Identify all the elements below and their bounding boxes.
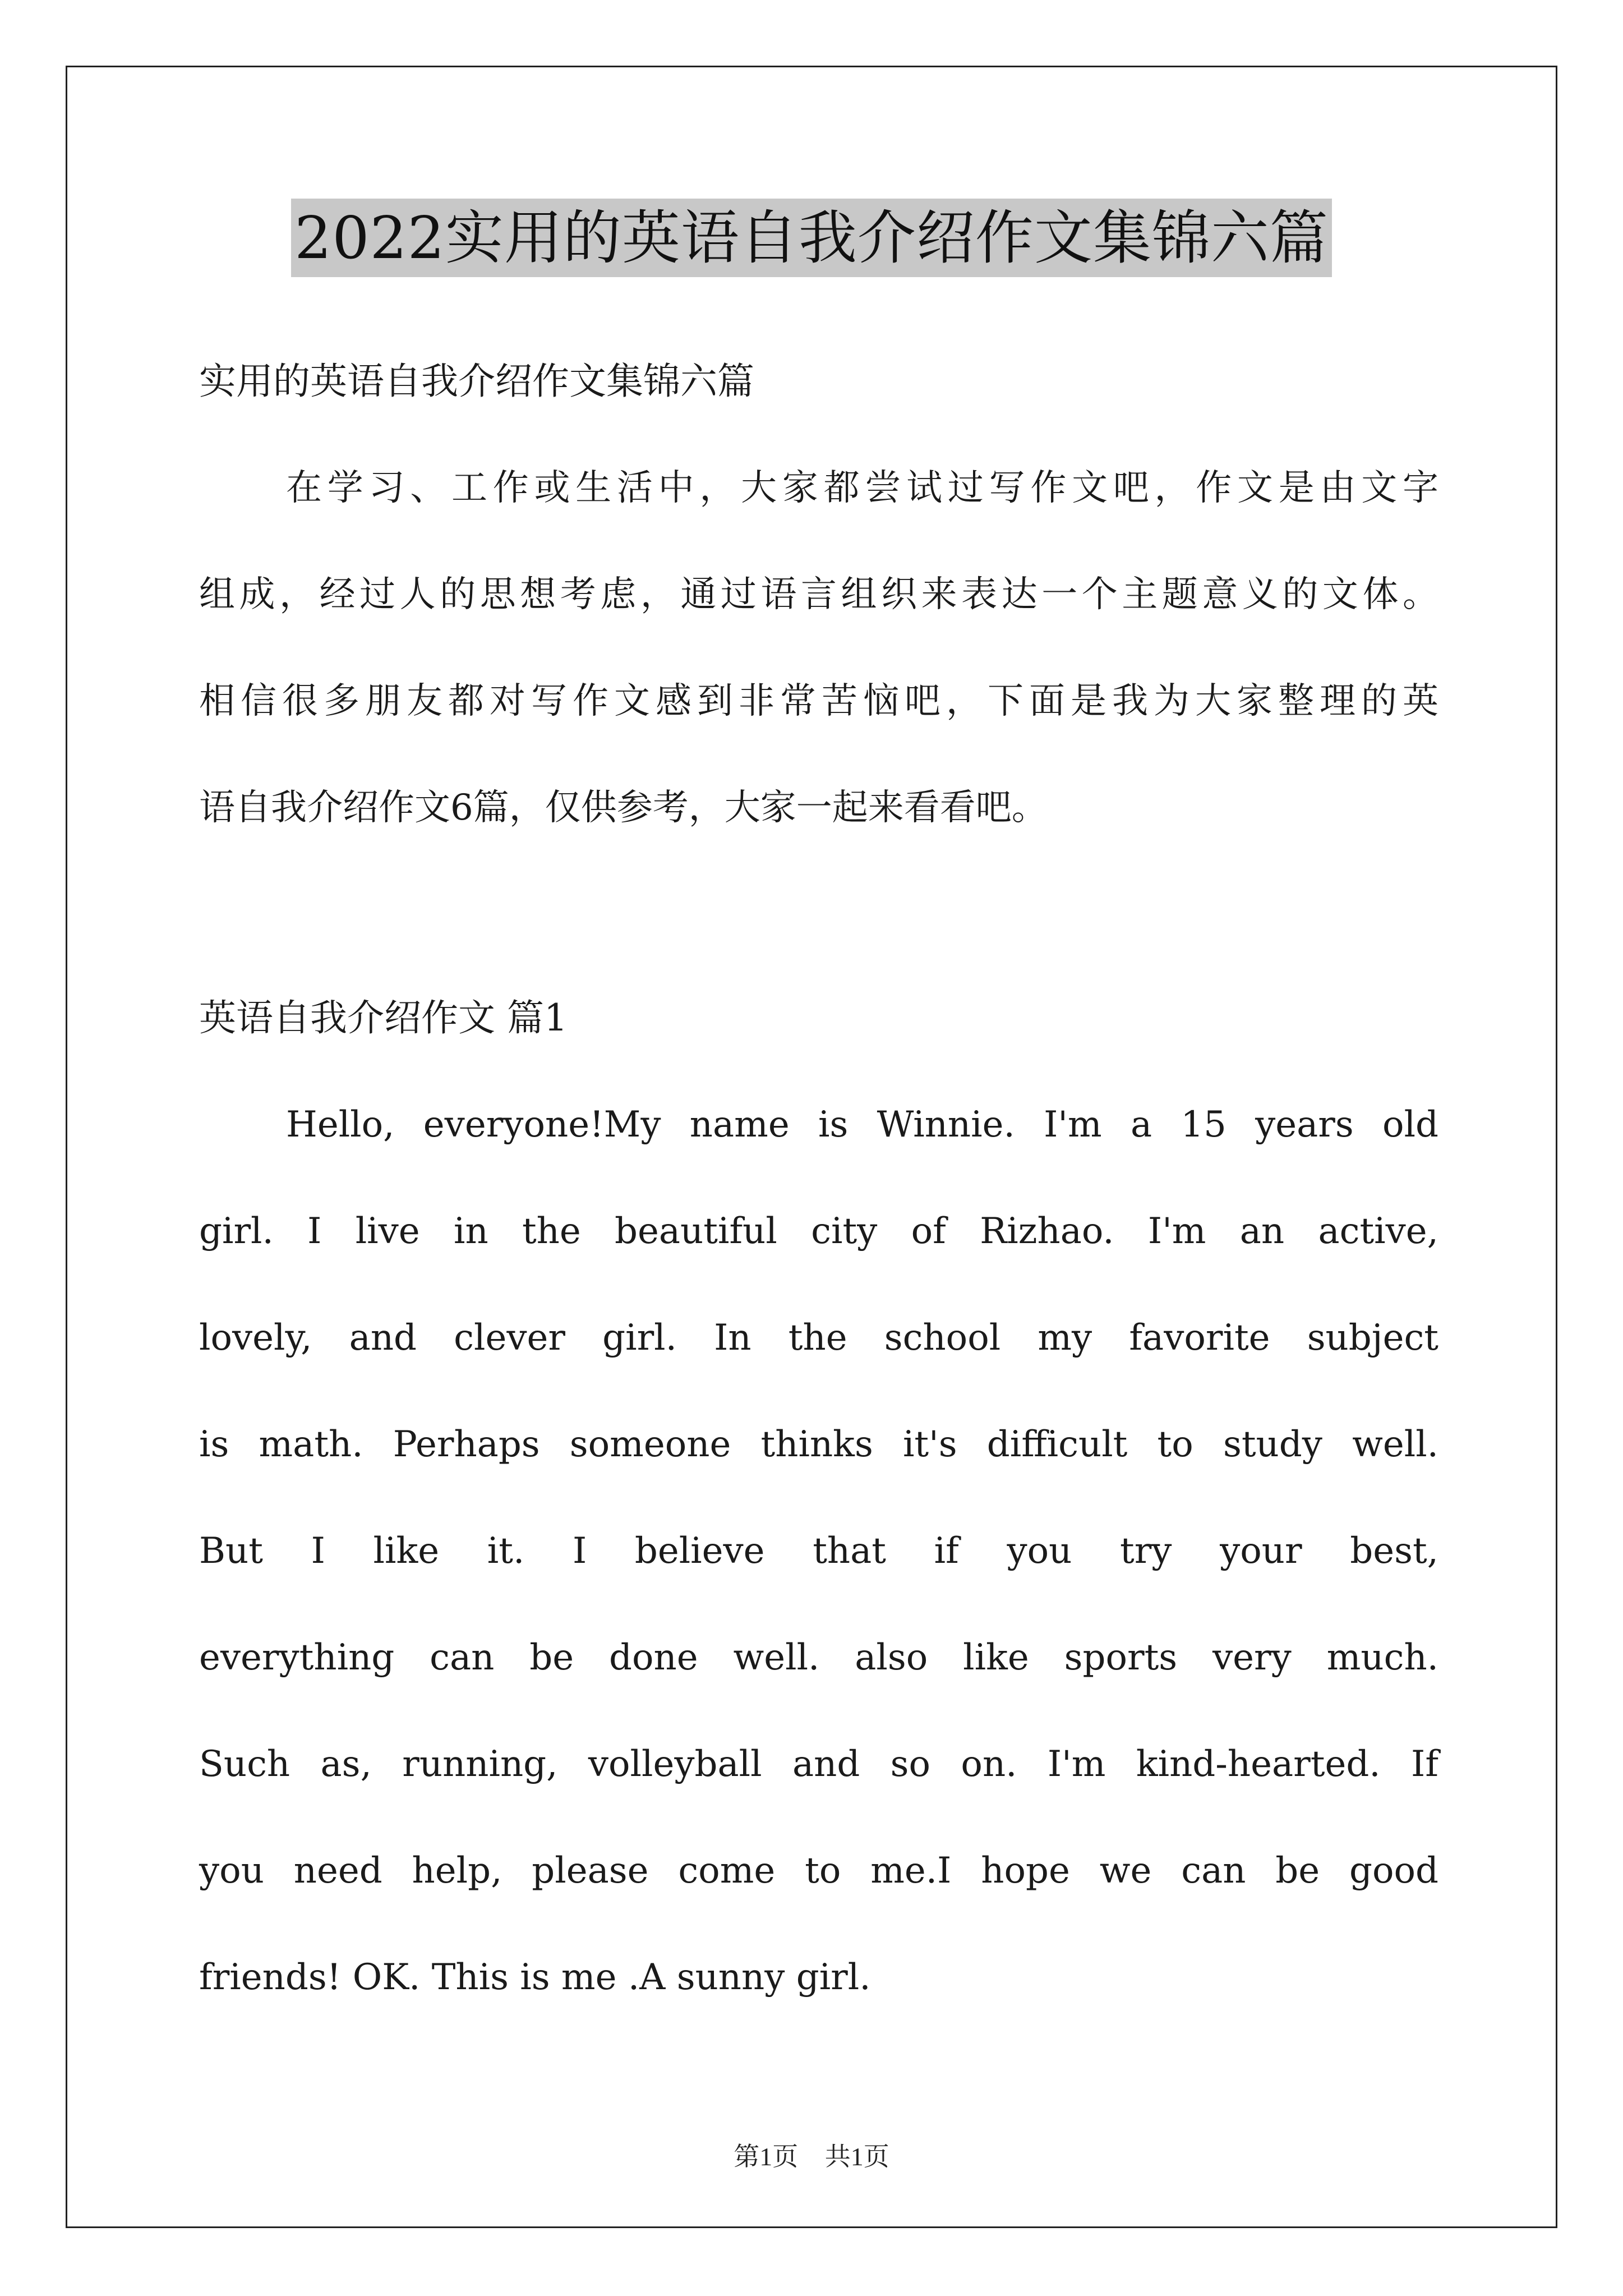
essay-line: friends! OK. This is me .A sunny girl.: [199, 1957, 871, 1998]
essay-line: everything can be done well. also like sports very much.: [199, 1637, 1438, 1678]
paragraph-spacer: [199, 881, 1438, 984]
essay-line: Hello, everyone!My name is Winnie. I'm a 15 years old: [286, 1104, 1438, 1145]
page-number-current: 第1页: [734, 2142, 799, 2171]
page-number-total: 共1页: [824, 2142, 889, 2171]
essay-line: you need help, please come to me.I hope we can be good: [199, 1850, 1438, 1892]
essay-line: girl. I live in the beautiful city of Rizhao. I'm an active,: [199, 1211, 1438, 1252]
title-container: [0, 199, 1623, 277]
intro-line: 相信很多朋友都对写作文感到非常苦恼吧，下面是我为大家整理的英: [199, 680, 1438, 722]
essay-line: is math. Perhaps someone thinks it's difficult to study well.: [199, 1424, 1438, 1465]
section-heading: 英语自我介绍作文 篇1: [199, 996, 568, 1039]
document-title: 2022实用的英语自我介绍作文集锦六篇: [291, 199, 1332, 277]
essay-line: Such as, running, volleyball and so on. I'm kind-hearted. If: [199, 1743, 1438, 1785]
intro-line: 在学习、工作或生活中，大家都尝试过写作文吧，作文是由文字: [286, 467, 1438, 509]
intro-line: 组成，经过人的思想考虑，通过语言组织来表达一个主题意义的文体。: [199, 574, 1438, 615]
document-subtitle: 实用的英语自我介绍作文集锦六篇: [199, 360, 754, 403]
document-body: [199, 348, 1438, 2050]
page-footer: [0, 2136, 1623, 2173]
essay-line: But I like it. I believe that if you try your best,: [199, 1530, 1438, 1572]
essay-line: lovely, and clever girl. In the school my favorite subject: [199, 1317, 1438, 1359]
intro-line: 语自我介绍作文6篇，仅供参考，大家一起来看看吧。: [199, 787, 1048, 829]
